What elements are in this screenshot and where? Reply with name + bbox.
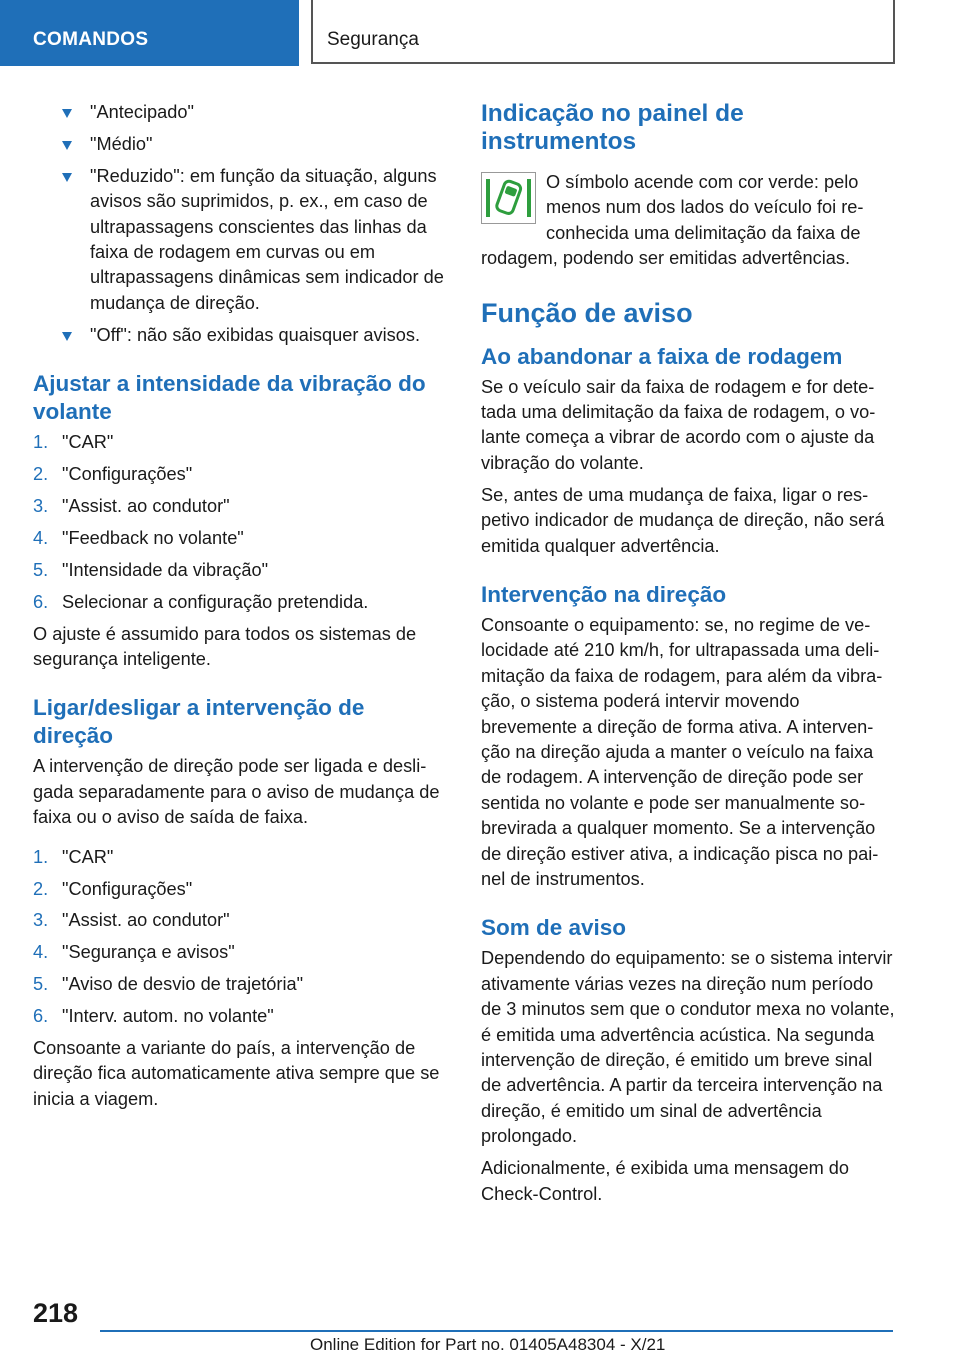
topic-tab (311, 0, 895, 64)
step-item: 4. "Segurança e avisos" (33, 942, 235, 963)
list-item: "Off": não são exibidas quaisquer avisos. (33, 323, 448, 348)
step-item: 5. "Intensidade da vibração" (33, 559, 269, 580)
step-item: 6. Selecionar a configuração pretendida. (33, 591, 369, 612)
paragraph: O ajuste é assumido para todos os sistemas de segurança inteligente. (33, 623, 417, 669)
paragraph: O símbolo acende com cor verde: pelo menos num dos lados do veículo foi reconhecida uma delimitação da faixa de rodagem, podendo ser emitidas advertências. (481, 172, 864, 269)
step-item: 2. "Configurações" (33, 878, 193, 899)
paragraph: Adicionalmente, é exibida uma mensagem do Check-Control. (481, 1158, 850, 1204)
paragraph: A intervenção de direção pode ser ligada e desligada separadamente para o aviso de mudança de faixa ou o aviso de saída de faixa. (33, 756, 440, 828)
triangle-bullet-icon (62, 109, 72, 118)
paragraph: Consoante o equipamento: se, no regime de velocidade até 210 km/h, for ultrapassada uma delimitação da faixa de rodagem, para além da vibração, o sistema poderá intervir movendo brevemente a direção de forma ativa. A intervenção na direção ajuda a manter o veículo na faixa de rodagem. A intervenção de direção pode ser sentida no volante e pode ser manualmente sobrevirada a qualquer momento. Se a intervenção de direção estiver ativa, a indicação pisca no painel de instrumentos. (481, 614, 883, 890)
list-item: "Reduzido": em função da situação, alguns avisos são suprimidos, p. ex., em caso de ultrapassagens conscientes das linhas da faixa de rodagem em curvas ou em ultrapassagens dinâmicas sem indicador de mudança de direção. (33, 164, 448, 316)
heading-warning-sound: Som de aviso (481, 915, 627, 941)
section-label: COMANDOS (33, 29, 149, 50)
step-item: 1. "CAR" (33, 846, 114, 867)
triangle-bullet-icon (62, 141, 72, 150)
step-item: 3. "Assist. ao condutor" (33, 495, 230, 516)
section-tab (0, 0, 299, 66)
lane-keeping-green-icon (481, 172, 536, 224)
list-item: "Antecipado" (33, 100, 448, 125)
paragraph: Se o veículo sair da faixa de rodagem e for detetada uma delimitação da faixa de rodagem, o volante começa a vibrar de acordo com o ajuste da vibração do volante. (481, 376, 876, 473)
heading-leaving-lane: Ao abandonar a faixa de rodagem (481, 343, 843, 369)
topic-label: Segurança (327, 29, 419, 50)
footer-edition: Online Edition for Part no. 01405A48304 - X/21 (310, 1335, 666, 1354)
heading-panel: Indicação no painel de instrumentos (481, 100, 744, 155)
page-number: 218 (33, 1298, 79, 1328)
heading-steering-intervention: Intervenção na direção (481, 581, 727, 607)
step-item: 3. "Assist. ao condutor" (33, 910, 230, 931)
triangle-bullet-icon (62, 332, 72, 341)
footer-divider (100, 1330, 893, 1332)
triangle-bullet-icon (62, 173, 72, 182)
paragraph: Dependendo do equipamento: se o sistema intervir ativamente várias vezes na direção num período de 3 minutos sem que o condutor mexa no volante, é emitida uma advertência acústica. Na segunda intervenção de direção, é emitido um breve sinal de advertência. A partir da terceira intervenção na direção, é emitido um sinal de advertência prolongado. (481, 948, 895, 1147)
paragraph: Consoante a variante do país, a intervenção de direção fica automaticamente ativa sempre que se inicia a viagem. (33, 1038, 440, 1109)
paragraph: Se, antes de uma mudança de faixa, ligar o respetivo indicador de mudança de direção, não será emitida qualquer advertência. (481, 484, 885, 556)
heading-intensity: Ajustar a intensidade da vibração do volante (33, 371, 426, 425)
left-column (33, 100, 448, 1119)
list-item: "Médio" (33, 132, 448, 157)
right-column (481, 100, 896, 1214)
step-item: 1. "CAR" (33, 432, 114, 453)
heading-warning-function: Função de aviso (481, 297, 693, 328)
step-item: 2. "Configurações" (33, 464, 193, 485)
step-item: 4. "Feedback no volante" (33, 527, 244, 548)
step-item: 5. "Aviso de desvio de trajetória" (33, 974, 304, 995)
step-item: 6. "Interv. autom. no volante" (33, 1006, 274, 1027)
heading-on-off: Ligar/desligar a intervenção de direção (33, 695, 365, 749)
